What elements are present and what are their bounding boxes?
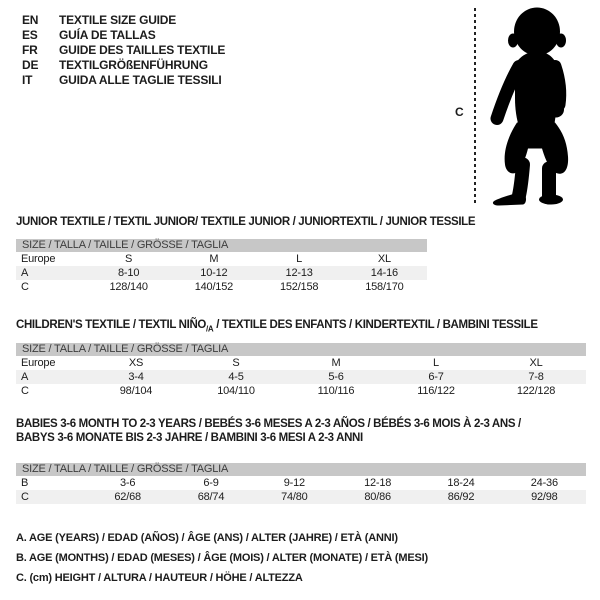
table-cell: 80/86 <box>364 491 391 503</box>
language-row <box>22 73 225 88</box>
table-cell: 92/98 <box>531 491 558 503</box>
children-title-sub: /A <box>206 324 214 334</box>
table-cell: 122/128 <box>516 385 556 397</box>
row-label: C <box>21 281 29 293</box>
table-row <box>16 280 427 294</box>
table-cell: S <box>232 357 240 369</box>
table-cell: M <box>331 357 341 369</box>
children-title-post: / TEXTILE DES ENFANTS / KINDERTEXTIL / BAMBINI TESSILE <box>213 319 538 331</box>
size-header-bar: SIZE / TALLA / TAILLE / GRÖSSE / TAGLIA <box>16 463 586 476</box>
table-cell: 104/110 <box>217 385 255 397</box>
language-title: GUIDE DES TAILLES TEXTILE <box>59 43 226 57</box>
language-title: TEXTILE SIZE GUIDE <box>59 13 177 27</box>
table-cell: 116/122 <box>417 385 455 397</box>
babies-title-line1: BABIES 3-6 MONTH TO 2-3 YEARS / BEBÉS 3-6 MESES A 2-3 AÑOS / BÉBÉS 3-6 MOIS À 2-3 ANS / <box>16 418 521 430</box>
table-cell: 158/170 <box>365 281 404 293</box>
table-cell: 12-13 <box>285 267 313 279</box>
table-cell: 3-6 <box>120 477 136 489</box>
language-code: ES <box>22 28 38 42</box>
table-cell: XL <box>529 357 543 369</box>
footnotes <box>16 528 428 588</box>
table-cell: 6-7 <box>428 371 444 383</box>
language-header <box>22 13 225 88</box>
row-label: C <box>21 385 29 397</box>
table-cell: 98/104 <box>119 385 153 397</box>
size-header-bar: SIZE / TALLA / TAILLE / GRÖSSE / TAGLIA <box>16 239 427 252</box>
language-code: EN <box>22 13 39 27</box>
language-code: IT <box>22 73 33 87</box>
table-cell: XS <box>128 357 144 369</box>
table-cell: 12-18 <box>364 477 392 489</box>
table-row <box>16 476 586 490</box>
row-label: B <box>21 477 29 489</box>
table-row <box>16 490 586 504</box>
children-title-pre: CHILDREN'S TEXTILE / TEXTIL NIÑO <box>16 319 207 331</box>
footnote-b: B. AGE (MONTHS) / EDAD (MESES) / ÂGE (MOIS) / ALTER (MONATE) / ETÀ (MESI) <box>16 552 428 564</box>
language-code: FR <box>22 43 38 57</box>
table-cell: 6-9 <box>203 477 219 489</box>
junior-table-title: JUNIOR TEXTILE / TEXTIL JUNIOR/ TEXTILE JUNIOR / JUNIORTEXTIL / JUNIOR TESSILE <box>16 216 476 228</box>
table-cell: M <box>209 253 219 265</box>
language-row <box>22 58 225 73</box>
children-table <box>16 343 586 398</box>
row-label: Europe <box>21 357 56 369</box>
language-title: GUIDA ALLE TAGLIE TESSILI <box>59 73 222 87</box>
table-cell: 152/158 <box>279 281 319 293</box>
table-cell: 18-24 <box>447 477 475 489</box>
language-title: TEXTILGRÖßENFÜHRUNG <box>59 58 208 72</box>
table-row <box>16 356 586 370</box>
junior-table <box>16 239 427 294</box>
row-label: A <box>21 267 29 279</box>
table-cell: 7-8 <box>528 371 544 383</box>
row-label: Europe <box>21 253 56 265</box>
measure-label-c: C <box>455 105 464 119</box>
footnote-a: A. AGE (YEARS) / EDAD (AÑOS) / ÂGE (ANS) / ALTER (JAHRE) / ETÀ (ANNI) <box>16 532 398 544</box>
row-label: A <box>21 371 29 383</box>
table-cell: 74/80 <box>281 491 308 503</box>
toddler-silhouette-icon <box>483 6 587 207</box>
babies-title-line2: BABYS 3-6 MONATE BIS 2-3 JAHRE / BAMBINI 3-6 MESI A 2-3 ANNI <box>16 432 363 444</box>
table-cell: S <box>125 253 133 265</box>
table-cell: 10-12 <box>200 267 228 279</box>
table-cell: 86/92 <box>447 491 475 503</box>
table-row <box>16 370 586 384</box>
babies-table <box>16 463 586 504</box>
babies-table-title <box>16 417 521 445</box>
table-cell: 8-10 <box>118 267 140 279</box>
table-row <box>16 252 427 266</box>
footnote-c: C. (cm) HEIGHT / ALTURA / HAUTEUR / HÖHE / ALTEZZA <box>16 572 303 584</box>
table-row <box>16 384 586 398</box>
table-cell: 5-6 <box>328 371 344 383</box>
language-title: GUÍA DE TALLAS <box>59 28 156 42</box>
language-code: DE <box>22 58 39 72</box>
table-row <box>16 266 427 280</box>
table-cell: 24-36 <box>530 477 558 489</box>
table-cell: 68/74 <box>197 491 225 503</box>
table-cell: XL <box>377 253 391 265</box>
language-row <box>22 13 225 28</box>
table-cell: 110/116 <box>317 385 355 397</box>
table-cell: 4-5 <box>228 371 244 383</box>
table-cell: L <box>433 357 439 369</box>
table-cell: 62/68 <box>114 491 141 503</box>
table-cell: 3-4 <box>128 371 144 383</box>
height-measure-dashed-line <box>474 8 476 206</box>
table-cell: 9-12 <box>283 477 305 489</box>
children-table-title <box>16 318 538 336</box>
size-header-bar: SIZE / TALLA / TAILLE / GRÖSSE / TAGLIA <box>16 343 586 356</box>
table-cell: 14-16 <box>370 267 398 279</box>
table-cell: L <box>296 253 303 265</box>
language-row <box>22 28 225 43</box>
table-cell: 128/140 <box>109 281 148 293</box>
table-cell: 140/152 <box>194 281 234 293</box>
row-label: C <box>21 491 29 503</box>
language-row <box>22 43 225 58</box>
